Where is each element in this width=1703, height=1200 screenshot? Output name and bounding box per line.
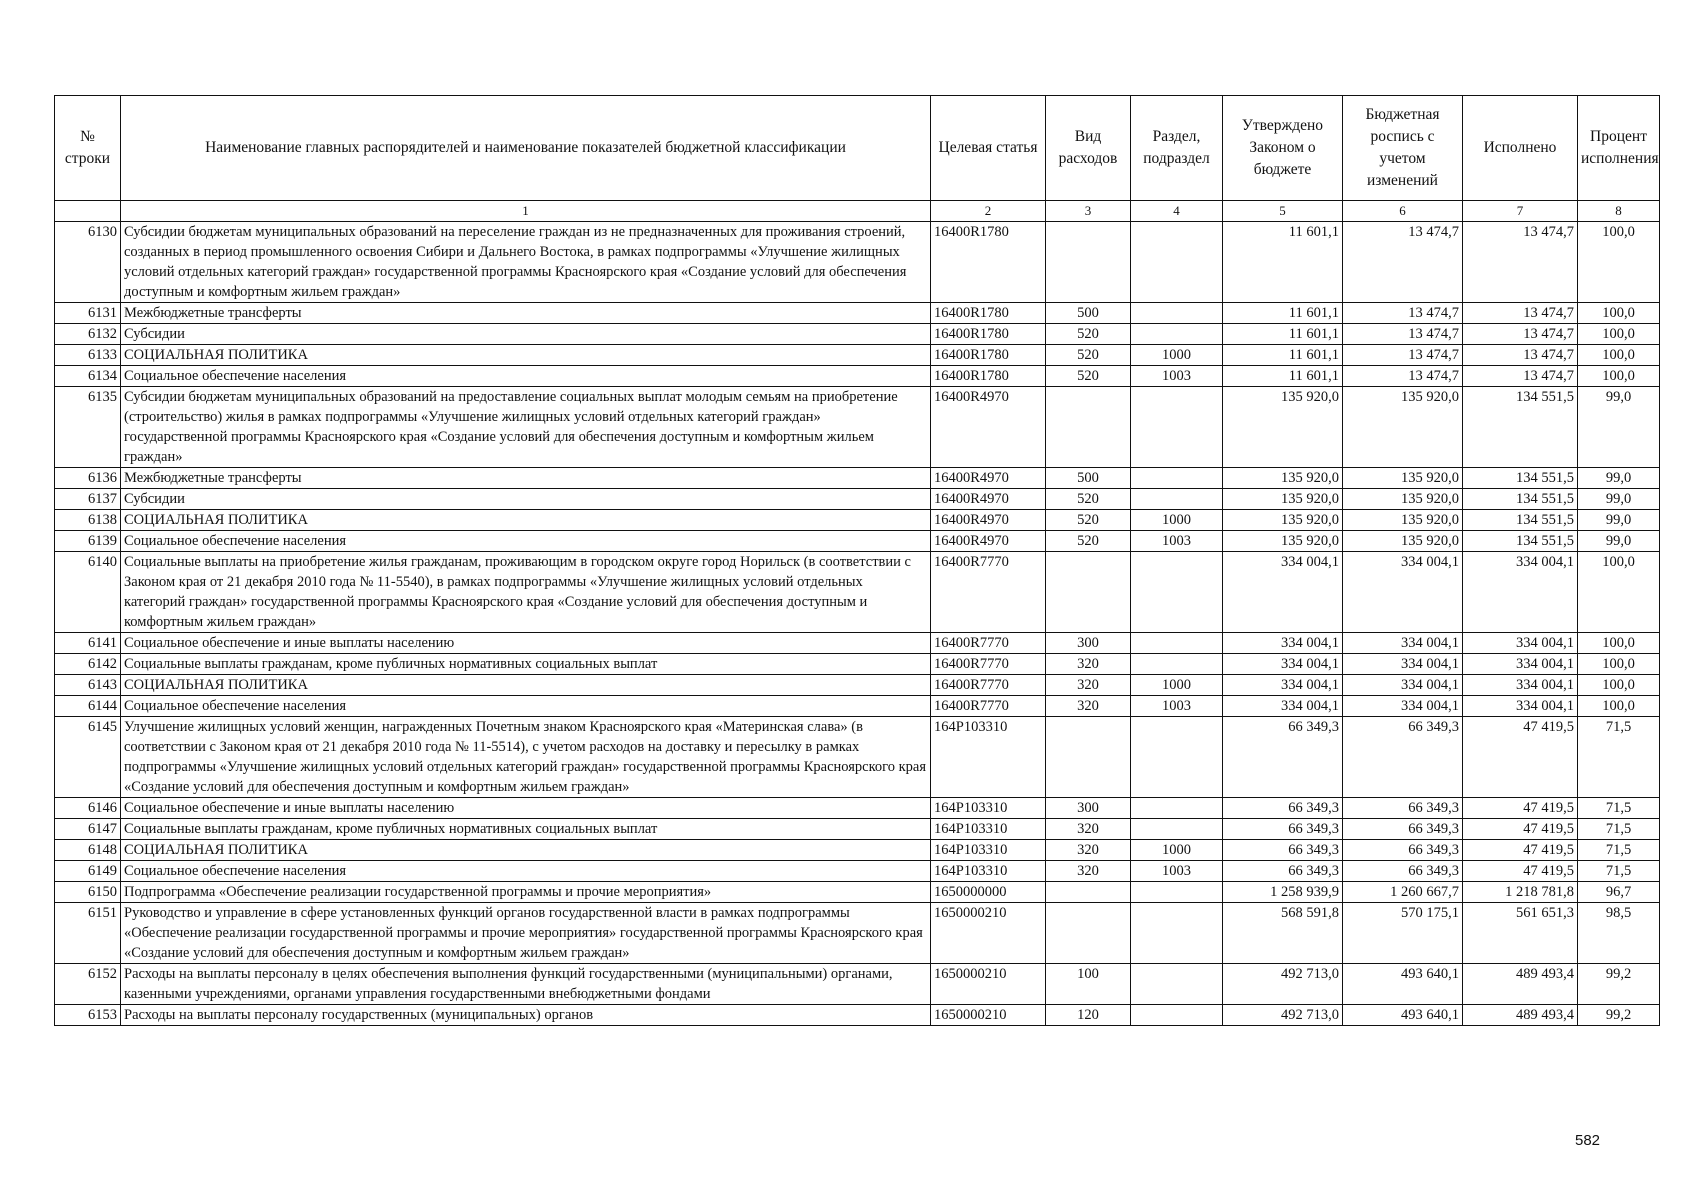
table-body xyxy=(55,222,1660,1026)
row-expense-type: 520 xyxy=(1046,345,1131,366)
row-name: Социальное обеспечение и иные выплаты населению xyxy=(121,798,931,819)
row-expense-type: 100 xyxy=(1046,964,1131,1005)
row-approved: 135 920,0 xyxy=(1223,468,1343,489)
row-budget-list: 66 349,3 xyxy=(1343,798,1463,819)
row-section xyxy=(1131,468,1223,489)
row-budget-list: 334 004,1 xyxy=(1343,552,1463,633)
row-executed: 134 551,5 xyxy=(1463,489,1578,510)
row-number: 6153 xyxy=(55,1005,121,1026)
row-expense-type xyxy=(1046,552,1131,633)
row-approved: 135 920,0 xyxy=(1223,510,1343,531)
row-name: Социальное обеспечение населения xyxy=(121,696,931,717)
row-number: 6134 xyxy=(55,366,121,387)
row-expense-type: 500 xyxy=(1046,468,1131,489)
row-budget-list: 493 640,1 xyxy=(1343,964,1463,1005)
row-section: 1000 xyxy=(1131,345,1223,366)
row-section xyxy=(1131,1005,1223,1026)
row-approved: 135 920,0 xyxy=(1223,387,1343,468)
table-row xyxy=(55,324,1660,345)
table-row xyxy=(55,468,1660,489)
row-approved: 11 601,1 xyxy=(1223,324,1343,345)
row-percent: 100,0 xyxy=(1578,366,1660,387)
table-row xyxy=(55,366,1660,387)
row-section xyxy=(1131,387,1223,468)
row-budget-list: 13 474,7 xyxy=(1343,324,1463,345)
row-number: 6145 xyxy=(55,717,121,798)
table-row xyxy=(55,675,1660,696)
row-name: Социальное обеспечение населения xyxy=(121,861,931,882)
row-number: 6137 xyxy=(55,489,121,510)
row-name: СОЦИАЛЬНАЯ ПОЛИТИКА xyxy=(121,675,931,696)
row-budget-list: 334 004,1 xyxy=(1343,633,1463,654)
row-target-code: 1650000210 xyxy=(931,964,1046,1005)
row-budget-list: 13 474,7 xyxy=(1343,345,1463,366)
row-number: 6147 xyxy=(55,819,121,840)
row-target-code: 16400R4970 xyxy=(931,510,1046,531)
row-number: 6152 xyxy=(55,964,121,1005)
row-percent: 71,5 xyxy=(1578,840,1660,861)
table-row xyxy=(55,654,1660,675)
col-number: 6 xyxy=(1343,201,1463,222)
row-target-code: 16400R4970 xyxy=(931,468,1046,489)
row-target-code: 16400R7770 xyxy=(931,633,1046,654)
row-budget-list: 1 260 667,7 xyxy=(1343,882,1463,903)
row-number: 6139 xyxy=(55,531,121,552)
row-percent: 100,0 xyxy=(1578,633,1660,654)
header-percent: Процент исполнения xyxy=(1578,96,1660,201)
table-row xyxy=(55,1005,1660,1026)
row-executed: 334 004,1 xyxy=(1463,696,1578,717)
row-approved: 66 349,3 xyxy=(1223,798,1343,819)
row-approved: 492 713,0 xyxy=(1223,1005,1343,1026)
header-expense-type: Вид расходов xyxy=(1046,96,1131,201)
header-executed: Исполнено xyxy=(1463,96,1578,201)
row-section xyxy=(1131,798,1223,819)
col-number-blank xyxy=(55,201,121,222)
table-row xyxy=(55,303,1660,324)
col-number: 7 xyxy=(1463,201,1578,222)
row-percent: 100,0 xyxy=(1578,675,1660,696)
row-executed: 334 004,1 xyxy=(1463,675,1578,696)
row-budget-list: 13 474,7 xyxy=(1343,222,1463,303)
table-row xyxy=(55,387,1660,468)
row-approved: 492 713,0 xyxy=(1223,964,1343,1005)
row-target-code: 16400R1780 xyxy=(931,366,1046,387)
col-number: 1 xyxy=(121,201,931,222)
row-approved: 66 349,3 xyxy=(1223,840,1343,861)
header-name: Наименование главных распорядителей и наименование показателей бюджетной классификации xyxy=(121,96,931,201)
row-approved: 334 004,1 xyxy=(1223,654,1343,675)
row-number: 6133 xyxy=(55,345,121,366)
row-number: 6138 xyxy=(55,510,121,531)
row-name: Социальные выплаты на приобретение жилья гражданам, проживающим в городском округе город Норильск (в соответствии с Законом края от 21 декабря 2010 года № 11-5540), в рамках подпрограммы «Улучшение жилищных условий отдельных категорий граждан» государственной программы Красноярского края «Создание условий для обеспечения доступным и комфортным жильем граждан» xyxy=(121,552,931,633)
row-expense-type: 520 xyxy=(1046,531,1131,552)
row-number: 6132 xyxy=(55,324,121,345)
row-section: 1000 xyxy=(1131,510,1223,531)
row-percent: 99,2 xyxy=(1578,964,1660,1005)
row-approved: 11 601,1 xyxy=(1223,222,1343,303)
row-percent: 71,5 xyxy=(1578,819,1660,840)
row-target-code: 16400R4970 xyxy=(931,489,1046,510)
row-expense-type: 520 xyxy=(1046,324,1131,345)
row-section xyxy=(1131,489,1223,510)
table-row xyxy=(55,531,1660,552)
row-target-code: 16400R1780 xyxy=(931,222,1046,303)
row-budget-list: 334 004,1 xyxy=(1343,654,1463,675)
row-budget-list: 135 920,0 xyxy=(1343,489,1463,510)
row-executed: 334 004,1 xyxy=(1463,552,1578,633)
row-budget-list: 13 474,7 xyxy=(1343,303,1463,324)
row-expense-type: 300 xyxy=(1046,633,1131,654)
row-target-code: 16400R4970 xyxy=(931,387,1046,468)
row-expense-type: 520 xyxy=(1046,489,1131,510)
row-budget-list: 135 920,0 xyxy=(1343,510,1463,531)
row-section: 1003 xyxy=(1131,696,1223,717)
table-row xyxy=(55,489,1660,510)
row-percent: 98,5 xyxy=(1578,903,1660,964)
row-percent: 100,0 xyxy=(1578,552,1660,633)
row-number: 6148 xyxy=(55,840,121,861)
row-percent: 99,2 xyxy=(1578,1005,1660,1026)
budget-execution-table xyxy=(54,95,1660,1026)
table-row xyxy=(55,345,1660,366)
row-approved: 66 349,3 xyxy=(1223,861,1343,882)
row-approved: 1 258 939,9 xyxy=(1223,882,1343,903)
row-name: Субсидии xyxy=(121,324,931,345)
row-section xyxy=(1131,222,1223,303)
row-expense-type: 520 xyxy=(1046,366,1131,387)
row-section: 1000 xyxy=(1131,675,1223,696)
row-number: 6141 xyxy=(55,633,121,654)
row-executed: 334 004,1 xyxy=(1463,654,1578,675)
row-budget-list: 135 920,0 xyxy=(1343,387,1463,468)
table-header xyxy=(55,96,1660,222)
table-row xyxy=(55,552,1660,633)
header-section: Раздел, подраздел xyxy=(1131,96,1223,201)
row-number: 6140 xyxy=(55,552,121,633)
row-section xyxy=(1131,882,1223,903)
row-approved: 11 601,1 xyxy=(1223,303,1343,324)
row-number: 6149 xyxy=(55,861,121,882)
row-target-code: 164P103310 xyxy=(931,798,1046,819)
row-percent: 71,5 xyxy=(1578,861,1660,882)
row-target-code: 16400R7770 xyxy=(931,552,1046,633)
table-row xyxy=(55,717,1660,798)
row-section xyxy=(1131,654,1223,675)
row-expense-type: 500 xyxy=(1046,303,1131,324)
column-number-row xyxy=(55,201,1660,222)
row-expense-type xyxy=(1046,903,1131,964)
row-expense-type xyxy=(1046,387,1131,468)
page-number: 582 xyxy=(1575,1132,1601,1149)
row-expense-type: 300 xyxy=(1046,798,1131,819)
row-target-code: 16400R7770 xyxy=(931,696,1046,717)
row-number: 6151 xyxy=(55,903,121,964)
row-number: 6144 xyxy=(55,696,121,717)
row-approved: 334 004,1 xyxy=(1223,675,1343,696)
row-name: Субсидии xyxy=(121,489,931,510)
row-section: 1000 xyxy=(1131,840,1223,861)
row-budget-list: 66 349,3 xyxy=(1343,819,1463,840)
row-executed: 13 474,7 xyxy=(1463,222,1578,303)
row-executed: 13 474,7 xyxy=(1463,303,1578,324)
row-name: Субсидии бюджетам муниципальных образований на переселение граждан из не предназначенных для проживания строений, созданных в период промышленного освоения Сибири и Дальнего Востока, в рамках подпрограммы «Улучшение жилищных условий отдельных категорий граждан» государственной программы Красноярского края «Создание условий для обеспечения доступным и комфортным жильем граждан» xyxy=(121,222,931,303)
row-executed: 134 551,5 xyxy=(1463,531,1578,552)
row-executed: 561 651,3 xyxy=(1463,903,1578,964)
row-target-code: 1650000210 xyxy=(931,903,1046,964)
row-expense-type: 320 xyxy=(1046,675,1131,696)
row-percent: 100,0 xyxy=(1578,654,1660,675)
row-number: 6142 xyxy=(55,654,121,675)
row-name: Социальное обеспечение и иные выплаты населению xyxy=(121,633,931,654)
header-row xyxy=(55,96,1660,201)
row-approved: 334 004,1 xyxy=(1223,552,1343,633)
row-executed: 489 493,4 xyxy=(1463,964,1578,1005)
row-name: Межбюджетные трансферты xyxy=(121,303,931,324)
row-number: 6150 xyxy=(55,882,121,903)
row-executed: 13 474,7 xyxy=(1463,324,1578,345)
row-percent: 71,5 xyxy=(1578,717,1660,798)
row-target-code: 164P103310 xyxy=(931,819,1046,840)
row-executed: 47 419,5 xyxy=(1463,861,1578,882)
table-row xyxy=(55,840,1660,861)
row-executed: 134 551,5 xyxy=(1463,510,1578,531)
row-name: СОЦИАЛЬНАЯ ПОЛИТИКА xyxy=(121,840,931,861)
row-name: Социальные выплаты гражданам, кроме публичных нормативных социальных выплат xyxy=(121,654,931,675)
row-target-code: 16400R1780 xyxy=(931,345,1046,366)
table-row xyxy=(55,964,1660,1005)
col-number: 3 xyxy=(1046,201,1131,222)
header-approved: Утверждено Законом о бюджете xyxy=(1223,96,1343,201)
row-section xyxy=(1131,819,1223,840)
row-section xyxy=(1131,903,1223,964)
row-executed: 47 419,5 xyxy=(1463,798,1578,819)
row-number: 6135 xyxy=(55,387,121,468)
row-percent: 99,0 xyxy=(1578,510,1660,531)
row-executed: 334 004,1 xyxy=(1463,633,1578,654)
row-expense-type xyxy=(1046,222,1131,303)
row-approved: 334 004,1 xyxy=(1223,696,1343,717)
row-target-code: 164P103310 xyxy=(931,840,1046,861)
row-percent: 100,0 xyxy=(1578,345,1660,366)
table-row xyxy=(55,798,1660,819)
row-target-code: 16400R7770 xyxy=(931,675,1046,696)
row-number: 6131 xyxy=(55,303,121,324)
row-approved: 135 920,0 xyxy=(1223,531,1343,552)
row-percent: 100,0 xyxy=(1578,696,1660,717)
row-percent: 100,0 xyxy=(1578,222,1660,303)
row-approved: 135 920,0 xyxy=(1223,489,1343,510)
row-expense-type xyxy=(1046,882,1131,903)
row-budget-list: 135 920,0 xyxy=(1343,531,1463,552)
row-budget-list: 570 175,1 xyxy=(1343,903,1463,964)
row-target-code: 1650000000 xyxy=(931,882,1046,903)
row-executed: 134 551,5 xyxy=(1463,387,1578,468)
row-budget-list: 66 349,3 xyxy=(1343,861,1463,882)
col-number: 5 xyxy=(1223,201,1343,222)
row-name: СОЦИАЛЬНАЯ ПОЛИТИКА xyxy=(121,345,931,366)
row-expense-type: 520 xyxy=(1046,510,1131,531)
row-section: 1003 xyxy=(1131,531,1223,552)
row-name: Социальные выплаты гражданам, кроме публичных нормативных социальных выплат xyxy=(121,819,931,840)
row-percent: 100,0 xyxy=(1578,303,1660,324)
row-expense-type: 120 xyxy=(1046,1005,1131,1026)
row-budget-list: 334 004,1 xyxy=(1343,675,1463,696)
header-budget-list: Бюджетная роспись с учетом изменений xyxy=(1343,96,1463,201)
col-number: 8 xyxy=(1578,201,1660,222)
row-approved: 568 591,8 xyxy=(1223,903,1343,964)
row-executed: 47 419,5 xyxy=(1463,819,1578,840)
row-target-code: 1650000210 xyxy=(931,1005,1046,1026)
row-target-code: 164P103310 xyxy=(931,717,1046,798)
row-section xyxy=(1131,964,1223,1005)
row-name: Расходы на выплаты персоналу в целях обеспечения выполнения функций государственными (муниципальными) органами, казенными учреждениями, органами управления государственными внебюджетными фондами xyxy=(121,964,931,1005)
row-approved: 11 601,1 xyxy=(1223,345,1343,366)
row-target-code: 16400R4970 xyxy=(931,531,1046,552)
header-target: Целевая статья xyxy=(931,96,1046,201)
row-name: Субсидии бюджетам муниципальных образований на предоставление социальных выплат молодым семьям на приобретение (строительство) жилья в рамках подпрограммы «Улучшение жилищных условий отдельных категорий граждан» государственной программы Красноярского края «Создание условий для обеспечения доступным и комфортным жильем граждан» xyxy=(121,387,931,468)
row-expense-type xyxy=(1046,717,1131,798)
row-section: 1003 xyxy=(1131,366,1223,387)
row-name: Подпрограмма «Обеспечение реализации государственной программы и прочие мероприятия» xyxy=(121,882,931,903)
row-section xyxy=(1131,633,1223,654)
row-section xyxy=(1131,717,1223,798)
row-budget-list: 66 349,3 xyxy=(1343,717,1463,798)
row-percent: 99,0 xyxy=(1578,531,1660,552)
table-row xyxy=(55,510,1660,531)
table-row xyxy=(55,819,1660,840)
row-approved: 11 601,1 xyxy=(1223,366,1343,387)
row-executed: 1 218 781,8 xyxy=(1463,882,1578,903)
row-number: 6146 xyxy=(55,798,121,819)
row-executed: 13 474,7 xyxy=(1463,345,1578,366)
row-number: 6136 xyxy=(55,468,121,489)
row-target-code: 16400R7770 xyxy=(931,654,1046,675)
col-number: 4 xyxy=(1131,201,1223,222)
row-expense-type: 320 xyxy=(1046,861,1131,882)
row-target-code: 16400R1780 xyxy=(931,324,1046,345)
table-row xyxy=(55,633,1660,654)
row-number: 6130 xyxy=(55,222,121,303)
header-row-no: № строки xyxy=(55,96,121,201)
row-section: 1003 xyxy=(1131,861,1223,882)
row-expense-type: 320 xyxy=(1046,696,1131,717)
row-executed: 489 493,4 xyxy=(1463,1005,1578,1026)
row-name: Улучшение жилищных условий женщин, награжденных Почетным знаком Красноярского края «Материнская слава» (в соответствии с Законом края от 21 декабря 2010 года № 11-5514), с учетом расходов на доставку и пересылку в рамках подпрограммы «Улучшение жилищных условий отдельных категорий граждан» государственной программы Красноярского края «Создание условий для обеспечения доступным и комфортным жильем граждан» xyxy=(121,717,931,798)
row-percent: 99,0 xyxy=(1578,468,1660,489)
row-budget-list: 66 349,3 xyxy=(1343,840,1463,861)
row-expense-type: 320 xyxy=(1046,819,1131,840)
row-expense-type: 320 xyxy=(1046,840,1131,861)
row-number: 6143 xyxy=(55,675,121,696)
row-approved: 66 349,3 xyxy=(1223,819,1343,840)
row-name: Социальное обеспечение населения xyxy=(121,366,931,387)
row-name: СОЦИАЛЬНАЯ ПОЛИТИКА xyxy=(121,510,931,531)
row-executed: 47 419,5 xyxy=(1463,717,1578,798)
row-budget-list: 493 640,1 xyxy=(1343,1005,1463,1026)
row-section xyxy=(1131,552,1223,633)
table-row xyxy=(55,861,1660,882)
row-budget-list: 334 004,1 xyxy=(1343,696,1463,717)
row-name: Расходы на выплаты персоналу государственных (муниципальных) органов xyxy=(121,1005,931,1026)
table-row xyxy=(55,903,1660,964)
col-number: 2 xyxy=(931,201,1046,222)
row-budget-list: 135 920,0 xyxy=(1343,468,1463,489)
row-name: Межбюджетные трансферты xyxy=(121,468,931,489)
table-row xyxy=(55,882,1660,903)
row-name: Социальное обеспечение населения xyxy=(121,531,931,552)
row-executed: 47 419,5 xyxy=(1463,840,1578,861)
row-section xyxy=(1131,324,1223,345)
row-approved: 334 004,1 xyxy=(1223,633,1343,654)
row-section xyxy=(1131,303,1223,324)
row-budget-list: 13 474,7 xyxy=(1343,366,1463,387)
row-target-code: 16400R1780 xyxy=(931,303,1046,324)
row-executed: 134 551,5 xyxy=(1463,468,1578,489)
row-target-code: 164P103310 xyxy=(931,861,1046,882)
table-row xyxy=(55,222,1660,303)
row-percent: 71,5 xyxy=(1578,798,1660,819)
row-approved: 66 349,3 xyxy=(1223,717,1343,798)
row-name: Руководство и управление в сфере установленных функций органов государственной власти в рамках подпрограммы «Обеспечение реализации государственной программы и прочие мероприятия» государственной программы Красноярского края «Создание условий для обеспечения доступным и комфортным жильем граждан» xyxy=(121,903,931,964)
row-expense-type: 320 xyxy=(1046,654,1131,675)
row-percent: 100,0 xyxy=(1578,324,1660,345)
budget-report-page xyxy=(54,95,1659,1026)
row-percent: 99,0 xyxy=(1578,489,1660,510)
table-row xyxy=(55,696,1660,717)
row-percent: 96,7 xyxy=(1578,882,1660,903)
row-percent: 99,0 xyxy=(1578,387,1660,468)
row-executed: 13 474,7 xyxy=(1463,366,1578,387)
